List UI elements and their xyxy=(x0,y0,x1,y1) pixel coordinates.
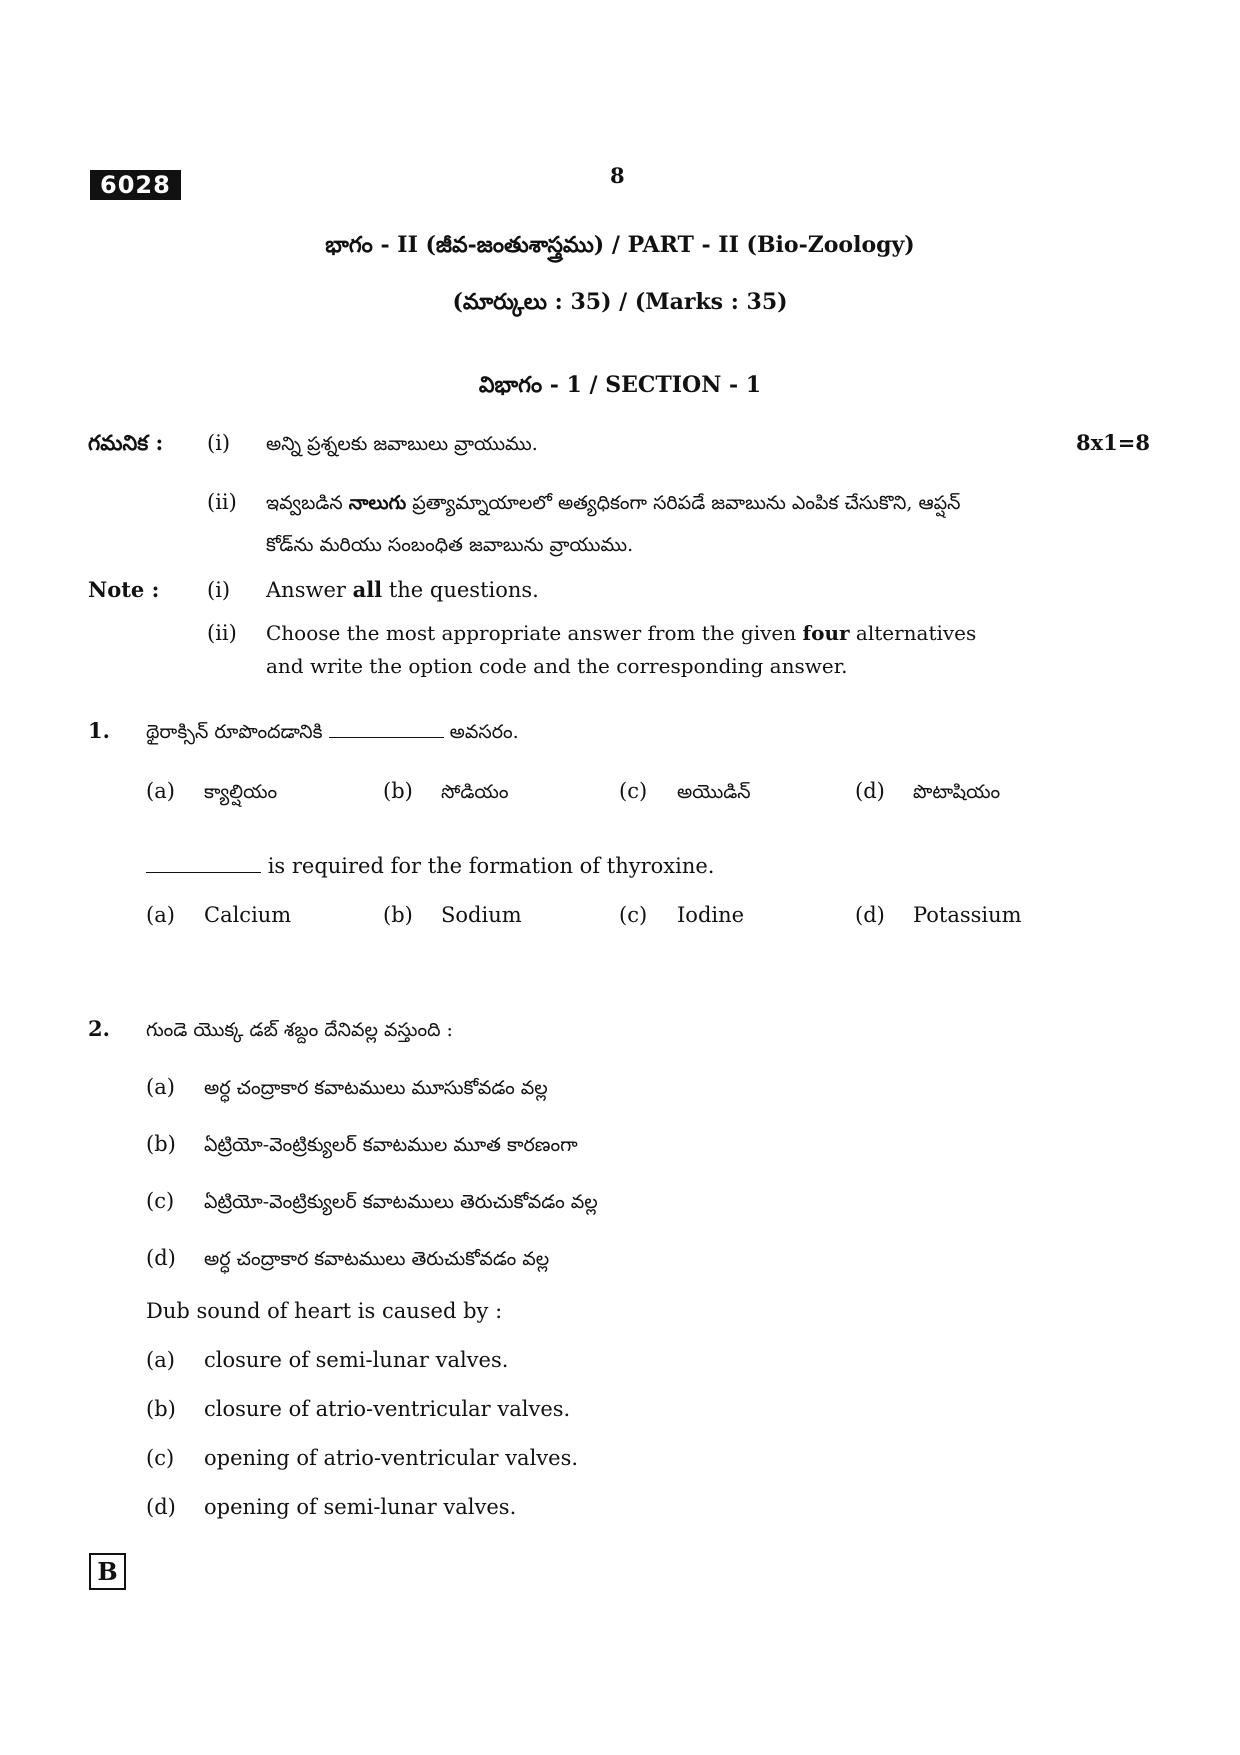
q1-te-option-b: (b) సోడియం xyxy=(383,779,509,803)
note-te-label: గమనిక : xyxy=(88,430,164,455)
note-te-text-2a: ఇవ్వబడిన నాలుగు ప్రత్యామ్నాయాలలో అత్యధికంగా సరిపడే జవాబును ఎంపిక చేసుకొని, ఆప్షన్ xyxy=(266,492,961,514)
note-te-text-2b: కోడ్‌ను మరియు సంబంధిత జవాబును వ్రాయుము. xyxy=(266,534,634,556)
note-te-text-1: అన్ని ప్రశ్నలకు జవాబులు వ్రాయుము. xyxy=(266,433,538,455)
q1-en-option-d: (d) Potassium xyxy=(855,903,1022,927)
question-2-te-stem: గుండె యొక్క డబ్ శబ్దం దేనివల్ల వస్తుంది : xyxy=(146,1019,453,1041)
q2-en-option-b: (b) closure of atrio-ventricular valves. xyxy=(146,1397,571,1421)
q1-te-option-c: (c) అయొడిన్ xyxy=(619,779,751,803)
q2-te-option-b: (b) ఏట్రియో-వెంట్రిక్యులర్ కవాటముల మూత కారణంగా xyxy=(146,1132,578,1156)
paper-code-badge: 6028 xyxy=(90,170,181,200)
q1-en-option-c: (c) Iodine xyxy=(619,903,745,927)
question-2-en-stem: Dub sound of heart is caused by : xyxy=(146,1299,503,1323)
note-en-text-1: Answer all the questions. xyxy=(266,577,539,602)
q2-en-option-c: (c) opening of atrio-ventricular valves. xyxy=(146,1446,579,1470)
note-en-num-1: (i) xyxy=(207,578,231,602)
note-en-text-2a: Choose the most appropriate answer from the given four alternatives xyxy=(266,621,977,645)
note-en-text-2b: and write the option code and the corresponding answer. xyxy=(266,654,848,678)
q2-te-option-c: (c) ఏట్రియో-వెంట్రిక్యులర్ కవాటములు తెరుచుకోవడం వల్ల xyxy=(146,1189,598,1213)
q2-te-option-d: (d) అర్ధ చంద్రాకార కవాటములు తెరుచుకోవడం వల్ల xyxy=(146,1246,550,1270)
section-marks: 8x1=8 xyxy=(1076,430,1150,455)
q2-en-option-d: (d) opening of semi-lunar valves. xyxy=(146,1495,517,1519)
page-number: 8 xyxy=(610,163,625,188)
marks-heading: (మార్కులు : 35) / (Marks : 35) xyxy=(452,289,788,315)
note-te-num-2: (ii) xyxy=(207,490,237,514)
part-title: భాగం - II (జీవ-జంతుశాస్త్రము) / PART - II (Bio-Zoology) xyxy=(325,232,915,258)
question-1-en-stem: is required for the formation of thyroxine. xyxy=(146,851,714,881)
section-heading: విభాగం - 1 / SECTION - 1 xyxy=(478,372,762,398)
q1-en-option-b: (b) Sodium xyxy=(383,903,522,927)
note-te-num-1: (i) xyxy=(207,431,231,455)
q1-te-option-a: (a) క్యాల్షియం xyxy=(146,779,278,803)
note-en-label: Note : xyxy=(88,577,160,602)
question-number-2: 2. xyxy=(88,1016,110,1041)
q2-te-option-a: (a) అర్ధ చంద్రాకార కవాటములు మూసుకోవడం వల్ల xyxy=(146,1075,548,1099)
question-1-te-stem: థైరాక్సిన్ రూపొందడానికి అవసరం. xyxy=(146,717,519,747)
question-number-1: 1. xyxy=(88,718,110,743)
answer-blank xyxy=(329,717,444,738)
note-en-num-2: (ii) xyxy=(207,621,237,645)
answer-blank xyxy=(146,852,261,873)
booklet-series-box: B xyxy=(89,1553,126,1590)
q2-en-option-a: (a) closure of semi-lunar valves. xyxy=(146,1348,509,1372)
q1-en-option-a: (a) Calcium xyxy=(146,903,292,927)
q1-te-option-d: (d) పొటాషియం xyxy=(855,779,1001,803)
